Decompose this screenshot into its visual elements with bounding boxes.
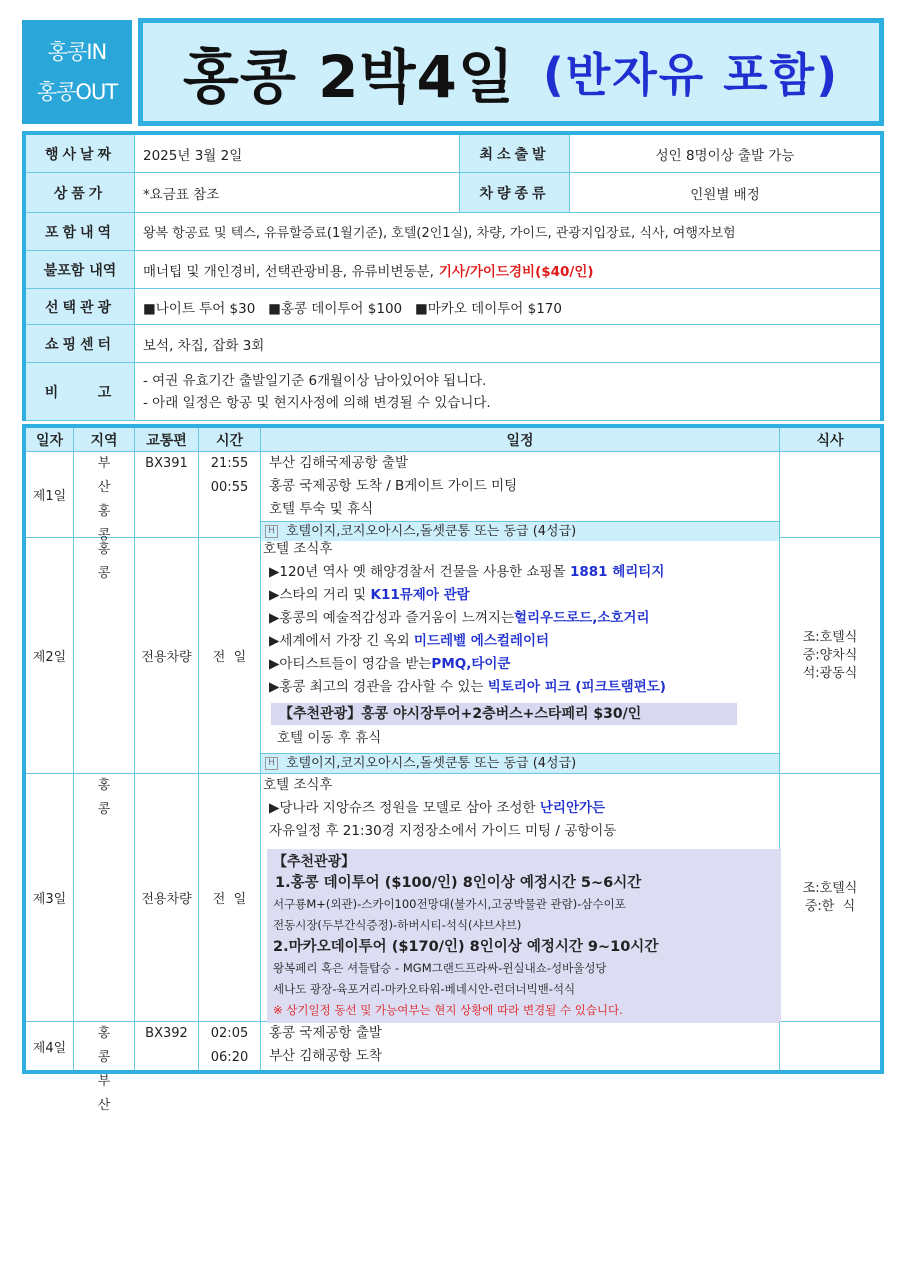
min-value: 성인 8명이상 출발 가능 (655, 147, 795, 164)
day1-meal (780, 452, 880, 537)
note-label: 비 고 (26, 363, 135, 420)
day1-line-3: 호텔 투숙 및 휴식 (269, 501, 374, 517)
day2-line-2 (261, 584, 779, 607)
day2-schedule (261, 538, 780, 773)
day3-opt-2-detail-1: 왕복페리 혹은 셔들탑승 - MGM그랜드프라싸-윈실내쇼-성바울성당 (273, 961, 607, 975)
opt-label: 선택관광 (26, 289, 135, 324)
header-title-box (138, 18, 884, 126)
day3-meal-1: 조:호텔식 (802, 880, 858, 896)
day3-line-0: 호텔 조식후 (263, 777, 333, 793)
day2-transport: 전용차량 (135, 538, 199, 773)
day1-region (74, 452, 135, 543)
day2-line-1 (261, 561, 779, 584)
day2-line-5-highlight: PMQ,타이쿤 (431, 656, 511, 672)
day3-opt-2-detail-2: 세나도 광장-육포거리-마카오타워-베네시안-런더너빅밴-석식 (273, 982, 576, 996)
day1-row (26, 452, 880, 543)
info-row-price (26, 173, 880, 213)
day2-time: 전 일 (199, 538, 261, 773)
day2-line-3 (261, 607, 779, 630)
vehicle-value: 인원별 배정 (690, 186, 760, 203)
note-value (135, 363, 880, 420)
hotel-icon: H (265, 757, 278, 770)
day3-transport: 전용차량 (135, 774, 199, 1021)
day3-region: 홍콩 (74, 774, 135, 1021)
day3-opt-note: ※ 상기일정 동선 및 가능여부는 현지 상황에 따라 변경될 수 있습니다. (273, 1003, 623, 1017)
col-time: 시간 (199, 428, 261, 451)
price-label: 상품가 (26, 173, 135, 212)
excl-red-value: 기사/가이드경비($40/인) (438, 263, 594, 280)
shop-value: 보석, 차집, 잡화 3회 (143, 337, 265, 354)
col-schedule: 일정 (261, 428, 780, 451)
day3-line-1-highlight: 난리안가든 (539, 800, 606, 816)
day4-region (74, 1022, 135, 1113)
info-row-date (26, 135, 880, 173)
info-table (22, 131, 884, 421)
day3-opt-1: 1.홍콩 데이투어 ($100/인) 8인이상 예정시간 5~6시간 (275, 875, 642, 891)
day2-row (26, 538, 880, 774)
day1-line-1: 부산 김해국제공항 출발 (269, 455, 408, 471)
day3-meal (780, 774, 880, 1021)
day1-hotel-text: 호텔이지,코지오아시스,돌셋쿤통 또는 동급 (4성급) (286, 524, 577, 539)
day4-line-1: 홍콩 국제공항 출발 (269, 1025, 382, 1041)
day1-region-2: 홍콩 (97, 504, 123, 543)
day3-line-1-text: ▶당나라 지앙슈즈 정원을 모델로 삼아 조성한 (269, 800, 540, 816)
day2-hotel-text: 호텔이지,코지오아시스,돌셋쿤통 또는 동급 (4성급) (286, 756, 577, 771)
col-transport: 교통편 (135, 428, 199, 451)
day3-opt-1-detail-2: 전동시장(두부간식증정)-하버시티-석식(샤브샤브) (273, 918, 522, 932)
day2-line-6-highlight: 빅토리아 피크 (피크트램편도) (487, 679, 666, 695)
day1-transport: BX391 (135, 452, 199, 537)
day3-opt-2: 2.마카오데이투어 ($170/인) 8인이상 예정시간 9~10시간 (273, 939, 659, 955)
day1-time-1: 21:55 (210, 456, 249, 471)
note-line-1: - 여권 유효기간 출발일기준 6개월이상 남아있어야 됩니다. (143, 372, 487, 389)
excl-value-wrap (135, 251, 880, 288)
day4-line-2: 부산 김해공항 도착 (269, 1048, 382, 1064)
day4-schedule (261, 1022, 780, 1070)
day2-line-2-text: ▶스타의 거리 및 (269, 587, 371, 603)
date-label: 행사날짜 (26, 135, 135, 172)
date-value: 2025년 3월 2일 (143, 147, 243, 164)
day3-schedule (261, 774, 780, 1021)
info-row-options (26, 289, 880, 325)
day1-time-2: 00:55 (210, 480, 249, 495)
day2-meal-3: 석:광동식 (802, 665, 858, 681)
hotel-icon: H (265, 525, 278, 538)
info-row-shopping (26, 325, 880, 363)
day2-line-6-text: ▶홍콩 최고의 경관을 감사할 수 있는 (269, 679, 488, 695)
day3-time: 전 일 (199, 774, 261, 1021)
day2-line-1-highlight: 1881 헤리티지 (569, 564, 665, 580)
day1-time (199, 452, 261, 537)
info-row-notes (26, 363, 880, 421)
opt-value: ■나이트 투어 $30 ■홍콩 데이투어 $100 ■마카오 데이투어 $170 (143, 300, 562, 317)
day2-line-2-highlight: K11뮤제아 관람 (370, 587, 470, 603)
day2-hotel (261, 753, 779, 773)
col-meal: 식사 (816, 432, 844, 449)
day4-row (26, 1022, 880, 1113)
day3-optional-tours (267, 849, 781, 1023)
badge-out: 홍콩OUT (36, 80, 118, 104)
day2-recommended-tour: 【추천관광】홍콩 야시장투어+2층버스+스타페리 $30/인 (271, 703, 737, 725)
badge-in: 홍콩IN (47, 40, 107, 64)
schedule-header (26, 428, 880, 452)
min-label: 최소출발 (459, 135, 570, 172)
day4-region-1: 홍콩 (97, 1026, 123, 1065)
page-subtitle: (반자유 포함) (542, 48, 840, 102)
day4-time-1: 02:05 (210, 1026, 249, 1041)
vehicle-label: 차량종류 (459, 173, 570, 212)
day2-meal (780, 538, 880, 773)
day4-label: 제4일 (26, 1022, 74, 1070)
day2-meal-2: 중:양차식 (802, 647, 858, 663)
day1-line-2: 홍콩 국제공항 도착 / B게이트 가이드 미팅 (269, 478, 518, 494)
col-region: 지역 (74, 428, 135, 451)
note-line-2: - 아래 일정은 항공 및 현지사정에 의해 변경될 수 있습니다. (143, 394, 491, 411)
day4-meal (780, 1022, 880, 1070)
day3-opt-1-detail-1: 서구룡M+(외관)-스카이100전망대(불가시,고궁박물관 관람)-삼수이포 (273, 897, 626, 911)
info-row-included (26, 213, 880, 251)
incl-label: 포함내역 (26, 213, 135, 250)
day2-line-4-highlight: 미드레벨 에스컬레이터 (413, 633, 550, 649)
day1-schedule (261, 452, 780, 537)
day3-line-2: 자유일정 후 21:30경 지정장소에서 가이드 미팅 / 공항이동 (269, 823, 617, 839)
day2-line-6 (261, 676, 779, 699)
day2-line-3-highlight: 헐리우드로드,소호거리 (513, 610, 650, 626)
page-title: 홍콩 2박4일 (182, 43, 515, 111)
day2-region: 홍콩 (74, 538, 135, 773)
header-badge (22, 20, 132, 124)
day3-line-1 (261, 797, 779, 820)
day2-line-4 (261, 630, 779, 653)
day2-line-4-text: ▶세계에서 가장 긴 옥외 (269, 633, 414, 649)
day2-line-3-text: ▶홍콩의 예술적감성과 즐거움이 느껴지는 (269, 610, 514, 626)
day3-meal-2: 중:한 식 (804, 898, 856, 914)
day3-label: 제3일 (26, 774, 74, 1021)
day4-region-2: 부산 (97, 1074, 123, 1113)
day4-time-2: 06:20 (210, 1050, 249, 1065)
price-value: *요금표 참조 (143, 186, 220, 203)
incl-value: 왕복 항공료 및 텍스, 유류할증료(1월기준), 호텔(2인1실), 차량, 가이드, 관광지입장료, 식사, 여행자보험 (143, 226, 736, 241)
day1-label: 제1일 (26, 452, 74, 537)
excl-value: 매너팁 및 개인경비, 선택관광비용, 유류비변동분, (143, 263, 434, 280)
day3-opt-head: 【추천관광】 (273, 854, 356, 870)
info-row-excluded (26, 251, 880, 289)
day2-line-0: 호텔 조식후 (263, 541, 333, 557)
day2-label: 제2일 (26, 538, 74, 773)
day1-region-1: 부산 (97, 456, 123, 495)
excl-label: 불포함 내역 (26, 251, 135, 288)
col-day: 일자 (26, 428, 74, 451)
day2-line-1-text: ▶120년 역사 옛 해양경찰서 건물을 사용한 쇼핑몰 (269, 564, 570, 580)
day4-time (199, 1022, 261, 1070)
day4-transport: BX392 (135, 1022, 199, 1070)
day2-line-7: 호텔 이동 후 휴식 (277, 730, 382, 746)
day2-line-5-text: ▶아티스트들이 영감을 받는 (269, 656, 432, 672)
schedule-table (22, 424, 884, 1113)
day3-row (26, 774, 880, 1022)
day2-meal-1: 조:호텔식 (802, 629, 858, 645)
day2-line-5 (261, 653, 779, 676)
shop-label: 쇼핑센터 (26, 325, 135, 362)
